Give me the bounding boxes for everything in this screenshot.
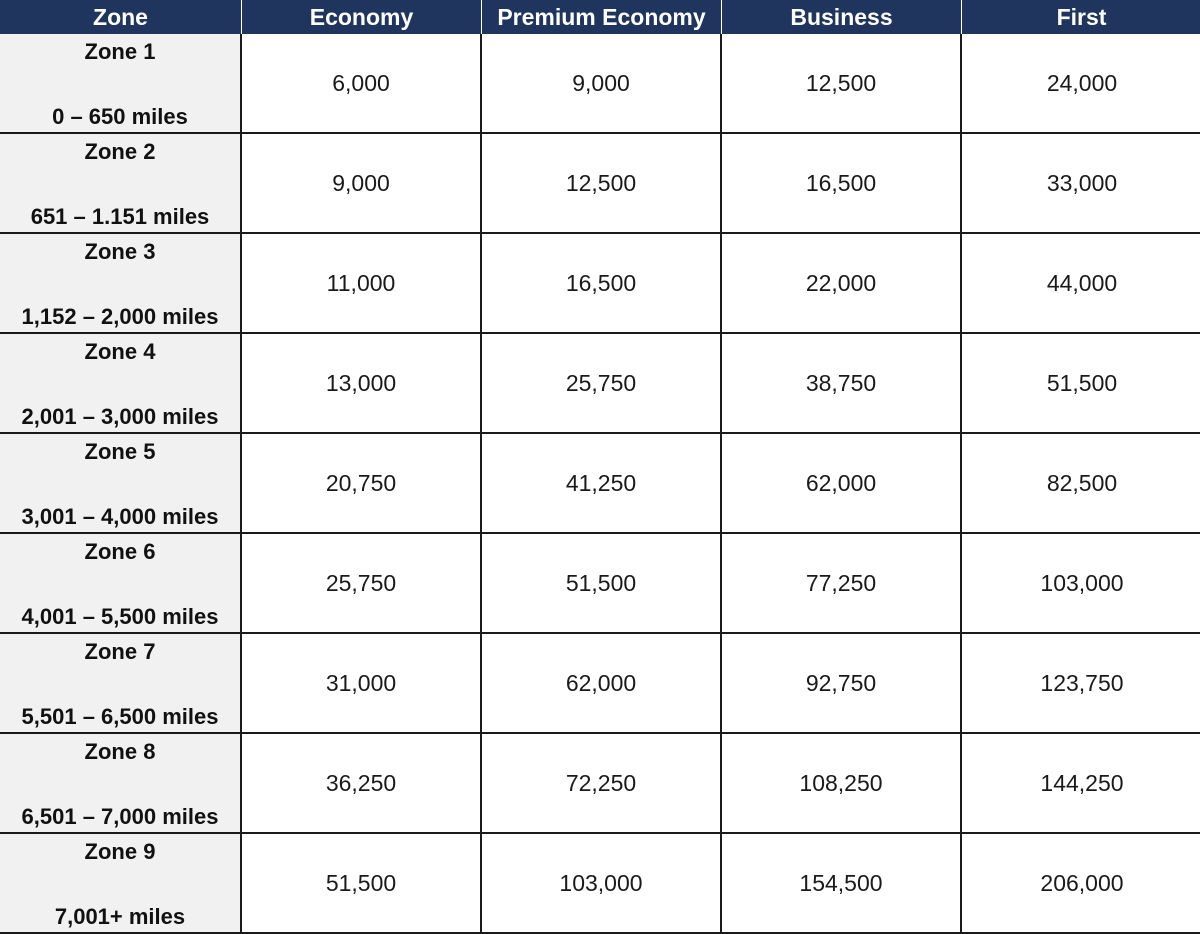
miles-cell-premium-economy: 62,000 xyxy=(482,634,722,734)
zone-range: 7,001+ miles xyxy=(54,904,186,929)
zone-cell xyxy=(0,834,242,934)
miles-cell-premium-economy: 25,750 xyxy=(482,334,722,434)
miles-cell-first: 103,000 xyxy=(962,534,1200,634)
zone-range: 1,152 – 2,000 miles xyxy=(21,304,219,329)
zone-cell xyxy=(0,534,242,634)
miles-cell-economy: 36,250 xyxy=(242,734,482,834)
miles-cell-business: 12,500 xyxy=(722,34,962,134)
miles-cell-business: 62,000 xyxy=(722,434,962,534)
miles-cell-business: 22,000 xyxy=(722,234,962,334)
miles-cell-economy: 51,500 xyxy=(242,834,482,934)
zone-name: Zone 9 xyxy=(84,839,156,864)
zone-name: Zone 7 xyxy=(84,639,156,664)
miles-cell-economy: 6,000 xyxy=(242,34,482,134)
zone-name: Zone 1 xyxy=(84,39,156,64)
miles-cell-business: 16,500 xyxy=(722,134,962,234)
zone-cell xyxy=(0,134,242,234)
miles-cell-first: 82,500 xyxy=(962,434,1200,534)
miles-cell-business: 92,750 xyxy=(722,634,962,734)
miles-cell-business: 154,500 xyxy=(722,834,962,934)
miles-cell-premium-economy: 9,000 xyxy=(482,34,722,134)
miles-cell-first: 24,000 xyxy=(962,34,1200,134)
zone-range: 3,001 – 4,000 miles xyxy=(21,504,219,529)
zone-range: 651 – 1.151 miles xyxy=(30,204,210,229)
zone-name: Zone 2 xyxy=(84,139,156,164)
zone-range: 5,501 – 6,500 miles xyxy=(21,704,219,729)
zone-range: 0 – 650 miles xyxy=(52,104,188,129)
miles-cell-premium-economy: 16,500 xyxy=(482,234,722,334)
miles-cell-first: 206,000 xyxy=(962,834,1200,934)
miles-cell-economy: 13,000 xyxy=(242,334,482,434)
miles-cell-premium-economy: 51,500 xyxy=(482,534,722,634)
header-premium-economy: Premium Economy xyxy=(482,0,722,34)
header-zone: Zone xyxy=(0,0,242,34)
miles-cell-economy: 9,000 xyxy=(242,134,482,234)
miles-cell-premium-economy: 103,000 xyxy=(482,834,722,934)
zone-cell xyxy=(0,34,242,134)
header-economy: Economy xyxy=(242,0,482,34)
zone-name: Zone 5 xyxy=(84,439,156,464)
miles-cell-premium-economy: 72,250 xyxy=(482,734,722,834)
miles-cell-first: 33,000 xyxy=(962,134,1200,234)
miles-cell-first: 51,500 xyxy=(962,334,1200,434)
header-first: First xyxy=(962,0,1200,34)
zone-cell xyxy=(0,434,242,534)
zone-range: 6,501 – 7,000 miles xyxy=(21,804,219,829)
zone-range: 2,001 – 3,000 miles xyxy=(21,404,219,429)
zone-name: Zone 8 xyxy=(84,739,156,764)
miles-cell-business: 108,250 xyxy=(722,734,962,834)
zone-cell xyxy=(0,734,242,834)
zone-name: Zone 4 xyxy=(84,339,156,364)
miles-cell-first: 123,750 xyxy=(962,634,1200,734)
zone-cell xyxy=(0,334,242,434)
header-business: Business xyxy=(722,0,962,34)
miles-cell-premium-economy: 41,250 xyxy=(482,434,722,534)
zone-range: 4,001 – 5,500 miles xyxy=(21,604,219,629)
zone-cell xyxy=(0,634,242,734)
miles-cell-first: 144,250 xyxy=(962,734,1200,834)
miles-cell-business: 77,250 xyxy=(722,534,962,634)
miles-cell-first: 44,000 xyxy=(962,234,1200,334)
zone-name: Zone 6 xyxy=(84,539,156,564)
zone-cell xyxy=(0,234,242,334)
zone-name: Zone 3 xyxy=(84,239,156,264)
miles-cell-premium-economy: 12,500 xyxy=(482,134,722,234)
miles-cell-economy: 31,000 xyxy=(242,634,482,734)
miles-cell-economy: 11,000 xyxy=(242,234,482,334)
miles-cell-economy: 20,750 xyxy=(242,434,482,534)
miles-cell-business: 38,750 xyxy=(722,334,962,434)
miles-cell-economy: 25,750 xyxy=(242,534,482,634)
